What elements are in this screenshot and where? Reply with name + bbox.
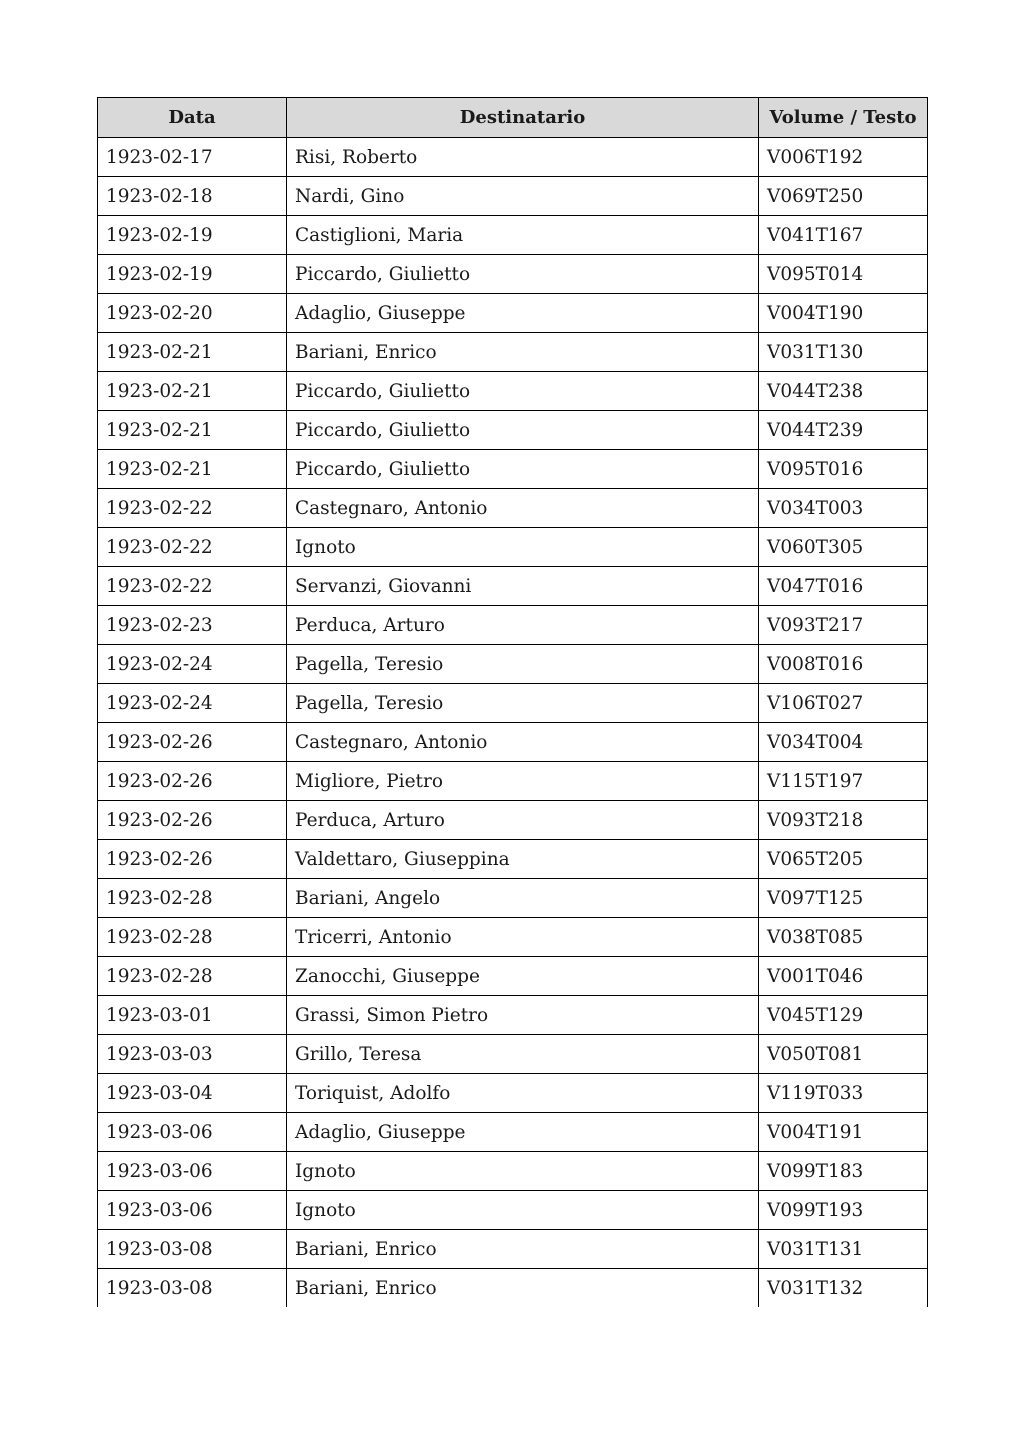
table-row bbox=[98, 333, 928, 372]
cell-recipient: Bariani, Enrico bbox=[287, 1230, 759, 1269]
cell-date: 1923-02-28 bbox=[98, 918, 287, 957]
cell-volume: V047T016 bbox=[759, 567, 928, 606]
cell-date: 1923-02-17 bbox=[98, 138, 287, 177]
cell-recipient: Castiglioni, Maria bbox=[287, 216, 759, 255]
cell-recipient: Valdettaro, Giuseppina bbox=[287, 840, 759, 879]
header-row bbox=[98, 98, 928, 138]
cell-date: 1923-02-24 bbox=[98, 684, 287, 723]
cell-volume: V060T305 bbox=[759, 528, 928, 567]
cell-date: 1923-03-04 bbox=[98, 1074, 287, 1113]
cell-recipient: Bariani, Enrico bbox=[287, 1269, 759, 1308]
cell-recipient: Piccardo, Giulietto bbox=[287, 372, 759, 411]
cell-recipient: Perduca, Arturo bbox=[287, 801, 759, 840]
cell-recipient: Adaglio, Giuseppe bbox=[287, 1113, 759, 1152]
cell-volume: V099T183 bbox=[759, 1152, 928, 1191]
cell-date: 1923-02-23 bbox=[98, 606, 287, 645]
table-row bbox=[98, 1191, 928, 1230]
table-row bbox=[98, 1035, 928, 1074]
cell-date: 1923-03-08 bbox=[98, 1230, 287, 1269]
cell-volume: V044T238 bbox=[759, 372, 928, 411]
cell-volume: V115T197 bbox=[759, 762, 928, 801]
cell-date: 1923-02-24 bbox=[98, 645, 287, 684]
table-row bbox=[98, 840, 928, 879]
cell-recipient: Toriquist, Adolfo bbox=[287, 1074, 759, 1113]
cell-date: 1923-02-18 bbox=[98, 177, 287, 216]
column-header-recipient: Destinatario bbox=[287, 98, 759, 138]
cell-date: 1923-03-01 bbox=[98, 996, 287, 1035]
cell-recipient: Pagella, Teresio bbox=[287, 645, 759, 684]
table-row bbox=[98, 762, 928, 801]
cell-volume: V004T190 bbox=[759, 294, 928, 333]
table-row bbox=[98, 528, 928, 567]
cell-date: 1923-02-20 bbox=[98, 294, 287, 333]
cell-date: 1923-02-19 bbox=[98, 255, 287, 294]
table-row bbox=[98, 1269, 928, 1308]
cell-recipient: Tricerri, Antonio bbox=[287, 918, 759, 957]
cell-date: 1923-02-19 bbox=[98, 216, 287, 255]
cell-date: 1923-03-06 bbox=[98, 1191, 287, 1230]
cell-volume: V004T191 bbox=[759, 1113, 928, 1152]
cell-recipient: Bariani, Enrico bbox=[287, 333, 759, 372]
table-row bbox=[98, 879, 928, 918]
table-row bbox=[98, 957, 928, 996]
cell-volume: V119T033 bbox=[759, 1074, 928, 1113]
cell-date: 1923-02-22 bbox=[98, 489, 287, 528]
cell-date: 1923-02-22 bbox=[98, 567, 287, 606]
cell-recipient: Castegnaro, Antonio bbox=[287, 723, 759, 762]
table-row bbox=[98, 801, 928, 840]
cell-volume: V041T167 bbox=[759, 216, 928, 255]
cell-volume: V008T016 bbox=[759, 645, 928, 684]
cell-date: 1923-02-26 bbox=[98, 723, 287, 762]
column-header-date: Data bbox=[98, 98, 287, 138]
table-row bbox=[98, 450, 928, 489]
cell-date: 1923-03-06 bbox=[98, 1113, 287, 1152]
cell-date: 1923-02-21 bbox=[98, 450, 287, 489]
cell-volume: V106T027 bbox=[759, 684, 928, 723]
cell-volume: V045T129 bbox=[759, 996, 928, 1035]
cell-volume: V001T046 bbox=[759, 957, 928, 996]
cell-recipient: Ignoto bbox=[287, 1152, 759, 1191]
table-row bbox=[98, 606, 928, 645]
table-row bbox=[98, 255, 928, 294]
table-row bbox=[98, 1230, 928, 1269]
cell-recipient: Piccardo, Giulietto bbox=[287, 450, 759, 489]
table-row bbox=[98, 1113, 928, 1152]
cell-volume: V031T130 bbox=[759, 333, 928, 372]
cell-date: 1923-02-28 bbox=[98, 879, 287, 918]
cell-date: 1923-02-21 bbox=[98, 333, 287, 372]
cell-volume: V097T125 bbox=[759, 879, 928, 918]
cell-recipient: Servanzi, Giovanni bbox=[287, 567, 759, 606]
cell-date: 1923-02-26 bbox=[98, 762, 287, 801]
table-header bbox=[98, 98, 928, 138]
cell-volume: V050T081 bbox=[759, 1035, 928, 1074]
cell-date: 1923-03-08 bbox=[98, 1269, 287, 1308]
cell-recipient: Ignoto bbox=[287, 528, 759, 567]
letters-table bbox=[97, 97, 928, 1307]
document-page bbox=[97, 97, 927, 1307]
cell-volume: V093T217 bbox=[759, 606, 928, 645]
cell-volume: V038T085 bbox=[759, 918, 928, 957]
cell-recipient: Piccardo, Giulietto bbox=[287, 255, 759, 294]
cell-recipient: Perduca, Arturo bbox=[287, 606, 759, 645]
cell-date: 1923-03-06 bbox=[98, 1152, 287, 1191]
table-row bbox=[98, 723, 928, 762]
cell-recipient: Castegnaro, Antonio bbox=[287, 489, 759, 528]
cell-recipient: Migliore, Pietro bbox=[287, 762, 759, 801]
cell-recipient: Adaglio, Giuseppe bbox=[287, 294, 759, 333]
cell-volume: V099T193 bbox=[759, 1191, 928, 1230]
table-row bbox=[98, 177, 928, 216]
cell-date: 1923-02-22 bbox=[98, 528, 287, 567]
cell-recipient: Grassi, Simon Pietro bbox=[287, 996, 759, 1035]
cell-volume: V006T192 bbox=[759, 138, 928, 177]
cell-recipient: Zanocchi, Giuseppe bbox=[287, 957, 759, 996]
cell-date: 1923-02-28 bbox=[98, 957, 287, 996]
table-row bbox=[98, 489, 928, 528]
cell-date: 1923-02-26 bbox=[98, 840, 287, 879]
cell-date: 1923-03-03 bbox=[98, 1035, 287, 1074]
table-row bbox=[98, 411, 928, 450]
cell-volume: V044T239 bbox=[759, 411, 928, 450]
cell-volume: V065T205 bbox=[759, 840, 928, 879]
table-row bbox=[98, 684, 928, 723]
cell-recipient: Bariani, Angelo bbox=[287, 879, 759, 918]
table-row bbox=[98, 996, 928, 1035]
cell-volume: V093T218 bbox=[759, 801, 928, 840]
table-row bbox=[98, 216, 928, 255]
cell-date: 1923-02-21 bbox=[98, 372, 287, 411]
cell-recipient: Pagella, Teresio bbox=[287, 684, 759, 723]
cell-recipient: Nardi, Gino bbox=[287, 177, 759, 216]
table-row bbox=[98, 138, 928, 177]
table-body bbox=[98, 138, 928, 1308]
table-row bbox=[98, 1074, 928, 1113]
cell-recipient: Grillo, Teresa bbox=[287, 1035, 759, 1074]
table-row bbox=[98, 567, 928, 606]
cell-volume: V031T132 bbox=[759, 1269, 928, 1308]
cell-volume: V034T004 bbox=[759, 723, 928, 762]
cell-date: 1923-02-21 bbox=[98, 411, 287, 450]
table-row bbox=[98, 1152, 928, 1191]
table-row bbox=[98, 372, 928, 411]
table-row bbox=[98, 918, 928, 957]
cell-recipient: Ignoto bbox=[287, 1191, 759, 1230]
cell-volume: V069T250 bbox=[759, 177, 928, 216]
cell-date: 1923-02-26 bbox=[98, 801, 287, 840]
cell-volume: V031T131 bbox=[759, 1230, 928, 1269]
table-row bbox=[98, 294, 928, 333]
cell-recipient: Risi, Roberto bbox=[287, 138, 759, 177]
column-header-volume: Volume / Testo bbox=[759, 98, 928, 138]
cell-recipient: Piccardo, Giulietto bbox=[287, 411, 759, 450]
table-row bbox=[98, 645, 928, 684]
cell-volume: V034T003 bbox=[759, 489, 928, 528]
cell-volume: V095T016 bbox=[759, 450, 928, 489]
cell-volume: V095T014 bbox=[759, 255, 928, 294]
